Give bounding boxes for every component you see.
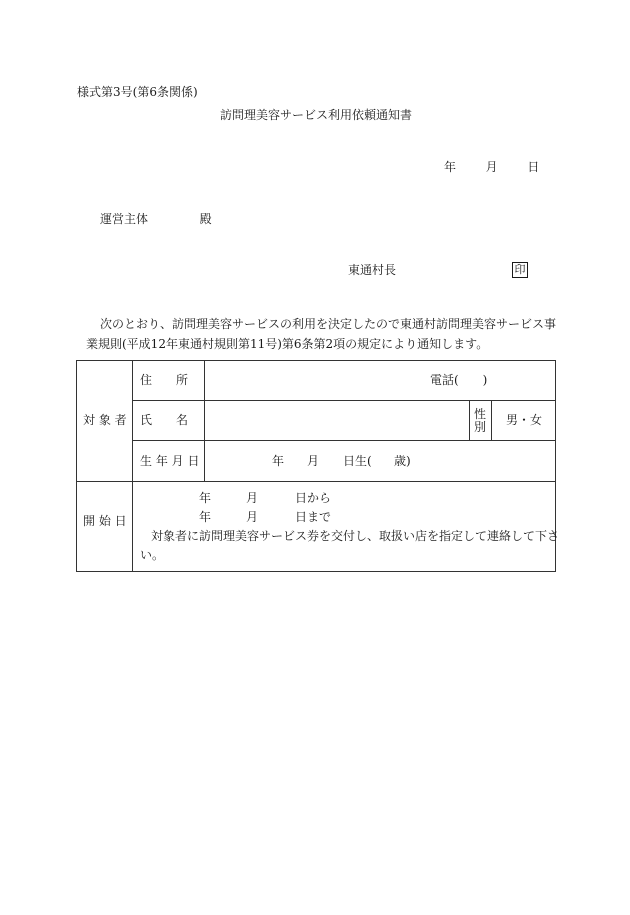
from-day: 日から xyxy=(295,491,332,505)
from-year: 年 xyxy=(199,491,212,505)
table-column-divider xyxy=(132,360,133,572)
to-month: 月 xyxy=(246,510,259,524)
document-title: 訪問理美容サービス利用依頼通知書 xyxy=(220,108,413,122)
sex-label-line-2: 別 xyxy=(474,420,487,434)
birth-day: 日生( xyxy=(343,454,372,468)
birth-month: 月 xyxy=(307,454,320,468)
seal-box: 印 xyxy=(512,262,528,278)
voucher-note-line-2: い。 xyxy=(140,548,165,562)
addressee xyxy=(100,213,212,225)
phone-label: 電話( ) xyxy=(430,373,488,387)
birth-year: 年 xyxy=(272,454,285,468)
from-month: 月 xyxy=(246,491,259,505)
to-day: 日まで xyxy=(295,510,332,524)
addressee-honorific: 殿 xyxy=(199,212,212,226)
start-date-label: 開 始 日 xyxy=(83,514,127,528)
birth-age: 歳) xyxy=(394,454,411,468)
sex-label xyxy=(474,408,486,434)
table-column-divider xyxy=(469,400,470,440)
table-row-divider xyxy=(132,400,556,401)
issuer-name: 東通村長 xyxy=(348,263,397,277)
name-label: 氏 名 xyxy=(140,413,189,427)
table-column-divider xyxy=(204,360,205,481)
to-year: 年 xyxy=(199,510,212,524)
issue-date xyxy=(444,161,539,173)
addressee-label: 運営主体 xyxy=(100,212,149,226)
sex-value: 男・女 xyxy=(506,413,543,427)
date-year: 年 xyxy=(444,160,457,174)
form-number: 様式第3号(第6条関係) xyxy=(77,85,198,99)
table-row-divider xyxy=(132,440,556,441)
voucher-note-line-1: 対象者に訪問理美容サービス券を交付し、取扱い店を指定して連絡して下さ xyxy=(151,529,560,543)
table-border-top xyxy=(76,360,556,361)
notice-body-line-2: 業規則(平成12年東通村規則第11号)第6条第2項の規定により通知します。 xyxy=(86,337,489,351)
date-day: 日 xyxy=(527,160,540,174)
sex-label-line-1: 性 xyxy=(474,407,487,421)
notice-body xyxy=(80,314,562,354)
table-column-divider xyxy=(491,400,492,440)
table-border-left xyxy=(76,360,77,572)
subject-label: 対 象 者 xyxy=(83,413,127,427)
address-label: 住 所 xyxy=(140,373,189,387)
date-month: 月 xyxy=(485,160,498,174)
table-border-bottom xyxy=(76,571,556,572)
birth-date-label: 生 年 月 日 xyxy=(140,454,200,468)
notice-body-line-1: 次のとおり、訪問理美容サービスの利用を決定したので東通村訪問理美容サービス事 xyxy=(100,317,557,331)
table-section-divider xyxy=(76,481,556,482)
